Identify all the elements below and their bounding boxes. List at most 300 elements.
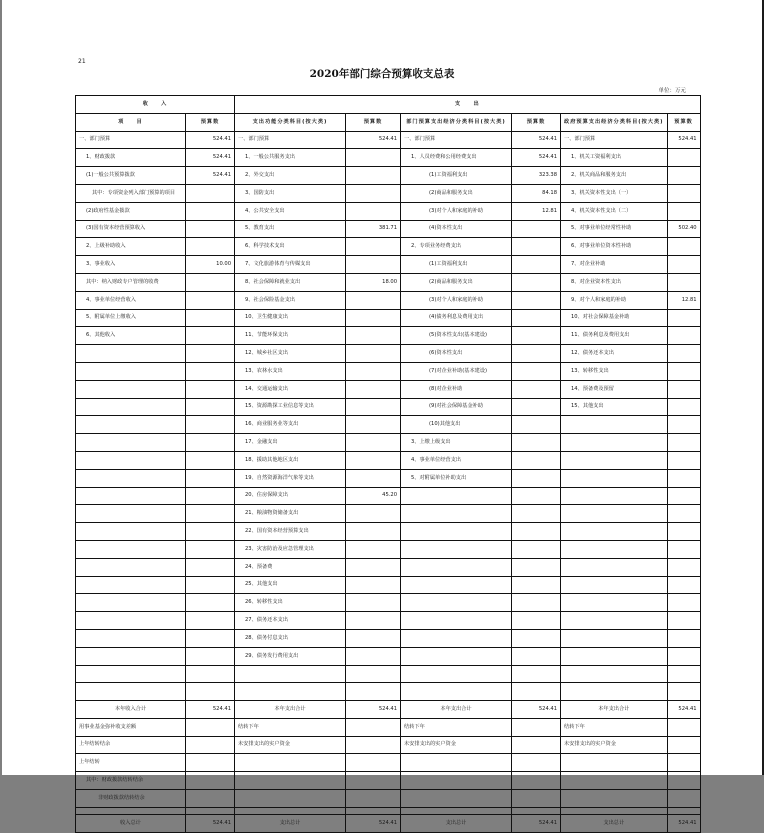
item-cell: 11、节能环保支出	[235, 327, 346, 345]
item-cell: 19、自然资源海洋气象等支出	[235, 469, 346, 487]
amount-cell: 524.41	[667, 131, 700, 149]
amount-cell	[667, 523, 700, 541]
total-label-cell: 支出总计	[235, 814, 346, 832]
table-row	[76, 523, 701, 541]
amount-cell	[186, 184, 235, 202]
table-spacer-row	[76, 683, 701, 701]
table-row	[76, 167, 701, 185]
summary-label-cell: 上年结转结余	[76, 736, 186, 754]
amount-cell: 524.41	[512, 701, 561, 719]
item-cell: 21、粮油物资储备支出	[235, 505, 346, 523]
item-cell	[561, 665, 668, 683]
amount-cell	[667, 790, 700, 808]
item-cell: (2)商品和服务支出	[401, 273, 512, 291]
empty-cell	[401, 807, 512, 814]
table-row	[76, 540, 701, 558]
summary-row	[76, 772, 701, 790]
amount-cell	[512, 790, 561, 808]
empty-cell	[512, 807, 561, 814]
amount-cell	[346, 291, 401, 309]
amount-cell	[346, 594, 401, 612]
amount-cell	[512, 291, 561, 309]
empty-cell	[235, 683, 346, 701]
amount-cell	[186, 291, 235, 309]
total-amount-cell: 524.41	[512, 814, 561, 832]
summary-row	[76, 754, 701, 772]
amount-cell	[667, 345, 700, 363]
amount-cell	[667, 362, 700, 380]
item-cell: 一、部门预算	[401, 131, 512, 149]
amount-cell	[667, 665, 700, 683]
amount-cell	[512, 718, 561, 736]
item-cell: 其中：专项资金列入部门预算的项目	[76, 184, 186, 202]
item-cell	[561, 612, 668, 630]
table-row	[76, 256, 701, 274]
item-cell: 8、对企业资本性支出	[561, 273, 668, 291]
amount-cell	[186, 220, 235, 238]
table-row	[76, 149, 701, 167]
amount-cell	[667, 238, 700, 256]
amount-cell	[346, 309, 401, 327]
item-cell	[76, 362, 186, 380]
table-row	[76, 416, 701, 434]
amount-cell	[346, 736, 401, 754]
item-cell: 9、社会保险基金支出	[235, 291, 346, 309]
table-row	[76, 309, 701, 327]
summary-label-cell: 非财政拨款结转结余	[76, 790, 186, 808]
summary-label-cell: 上年结转	[76, 754, 186, 772]
amount-cell	[186, 345, 235, 363]
item-cell	[561, 647, 668, 665]
amount-cell	[667, 612, 700, 630]
amount-cell	[346, 505, 401, 523]
budget-table	[75, 95, 701, 833]
summary-label-cell	[235, 772, 346, 790]
amount-cell	[346, 754, 401, 772]
item-cell	[76, 558, 186, 576]
amount-cell	[346, 451, 401, 469]
amount-cell	[346, 558, 401, 576]
amount-cell	[186, 451, 235, 469]
document-page	[2, 0, 762, 826]
item-cell: (10)其他支出	[401, 416, 512, 434]
item-cell: 5、附属单位上缴收入	[76, 309, 186, 327]
amount-cell	[346, 380, 401, 398]
amount-cell	[186, 487, 235, 505]
summary-label-cell	[401, 790, 512, 808]
item-cell: 一、部门预算	[561, 131, 668, 149]
item-cell: 7、对企业补助	[561, 256, 668, 274]
summary-label-cell	[401, 772, 512, 790]
table-row	[76, 184, 701, 202]
table-row	[76, 345, 701, 363]
item-cell	[561, 523, 668, 541]
amount-cell	[186, 754, 235, 772]
item-cell: 3、事业收入	[76, 256, 186, 274]
item-cell: 27、债务还本支出	[235, 612, 346, 630]
item-cell: (1)一般公共预算拨款	[76, 167, 186, 185]
table-row	[76, 451, 701, 469]
item-cell	[76, 576, 186, 594]
item-cell	[76, 451, 186, 469]
table-row	[76, 629, 701, 647]
amount-cell: 12.81	[667, 291, 700, 309]
empty-cell	[667, 683, 700, 701]
item-cell	[401, 523, 512, 541]
header-budget: 预算数	[186, 113, 235, 131]
amount-cell	[346, 612, 401, 630]
amount-cell	[512, 647, 561, 665]
amount-cell	[667, 167, 700, 185]
item-cell	[561, 451, 668, 469]
amount-cell	[667, 487, 700, 505]
item-cell	[76, 398, 186, 416]
empty-cell	[76, 807, 186, 814]
summary-label-cell: 未安排支出的实户资金	[401, 736, 512, 754]
item-cell: 17、金融支出	[235, 434, 346, 452]
table-row	[76, 380, 701, 398]
header-item: 项 目	[76, 113, 186, 131]
amount-cell	[512, 469, 561, 487]
amount-cell	[186, 576, 235, 594]
amount-cell: 524.41	[667, 701, 700, 719]
summary-label-cell: 本年收入合计	[76, 701, 186, 719]
amount-cell	[346, 238, 401, 256]
amount-cell: 524.41	[346, 701, 401, 719]
amount-cell	[346, 523, 401, 541]
item-cell: 7、文化旅游体育与传媒支出	[235, 256, 346, 274]
item-cell	[401, 647, 512, 665]
amount-cell	[667, 416, 700, 434]
item-cell: 13、转移性支出	[561, 362, 668, 380]
amount-cell	[346, 665, 401, 683]
summary-label-cell	[401, 754, 512, 772]
amount-cell	[346, 362, 401, 380]
amount-cell: 524.41	[346, 131, 401, 149]
item-cell: 11、债务利息及费用支出	[561, 327, 668, 345]
amount-cell	[512, 487, 561, 505]
amount-cell	[512, 594, 561, 612]
amount-cell: 502.40	[667, 220, 700, 238]
item-cell	[76, 647, 186, 665]
empty-cell	[512, 683, 561, 701]
table-row	[76, 576, 701, 594]
amount-cell	[512, 754, 561, 772]
amount-cell	[346, 416, 401, 434]
total-label-cell: 支出总计	[401, 814, 512, 832]
item-cell: 14、预备费及预留	[561, 380, 668, 398]
item-cell: (3)对个人和家庭的补助	[401, 202, 512, 220]
table-row	[76, 594, 701, 612]
amount-cell	[186, 665, 235, 683]
item-cell: 20、住房保障支出	[235, 487, 346, 505]
amount-cell	[186, 362, 235, 380]
amount-cell	[346, 647, 401, 665]
table-row	[76, 505, 701, 523]
summary-row	[76, 736, 701, 754]
amount-cell	[512, 558, 561, 576]
empty-cell	[76, 683, 186, 701]
amount-cell	[667, 647, 700, 665]
item-cell	[76, 469, 186, 487]
summary-label-cell: 本年支出合计	[401, 701, 512, 719]
item-cell: 5、教育支出	[235, 220, 346, 238]
amount-cell	[346, 718, 401, 736]
item-cell	[76, 594, 186, 612]
item-cell	[76, 487, 186, 505]
item-cell: (1)工资福利支出	[401, 256, 512, 274]
item-cell	[76, 612, 186, 630]
summary-label-cell: 未安排支出的实户资金	[561, 736, 668, 754]
amount-cell	[667, 149, 700, 167]
item-cell	[401, 665, 512, 683]
item-cell: 28、债务付息支出	[235, 629, 346, 647]
summary-label-cell	[235, 790, 346, 808]
item-cell: (3)国有资本经营预算收入	[76, 220, 186, 238]
item-cell: 6、科学技术支出	[235, 238, 346, 256]
item-cell: (6)资本性支出	[401, 345, 512, 363]
amount-cell	[512, 665, 561, 683]
empty-cell	[401, 683, 512, 701]
item-cell	[401, 487, 512, 505]
item-cell	[76, 629, 186, 647]
item-cell: 24、预备费	[235, 558, 346, 576]
item-cell	[561, 434, 668, 452]
table-row	[76, 558, 701, 576]
amount-cell	[512, 629, 561, 647]
item-cell	[561, 487, 668, 505]
table-header-row-1	[76, 96, 701, 114]
unit-label: 单位：万元	[658, 88, 686, 94]
amount-cell	[186, 309, 235, 327]
amount-cell	[512, 736, 561, 754]
amount-cell	[186, 273, 235, 291]
item-cell: 8、社会保障和就业支出	[235, 273, 346, 291]
empty-cell	[186, 683, 235, 701]
summary-label-cell	[561, 790, 668, 808]
item-cell: 4、机关资本性支出（二）	[561, 202, 668, 220]
summary-row	[76, 701, 701, 719]
amount-cell	[512, 273, 561, 291]
expense-header: 支 出	[235, 96, 701, 114]
table-row	[76, 202, 701, 220]
amount-cell	[667, 558, 700, 576]
amount-cell: 18.00	[346, 273, 401, 291]
item-cell: (9)对社会保障基金补助	[401, 398, 512, 416]
amount-cell	[346, 540, 401, 558]
amount-cell	[512, 540, 561, 558]
item-cell	[235, 665, 346, 683]
amount-cell	[186, 327, 235, 345]
item-cell: 4、公共安全支出	[235, 202, 346, 220]
amount-cell	[667, 398, 700, 416]
amount-cell	[346, 434, 401, 452]
item-cell: (3)对个人和家庭的补助	[401, 291, 512, 309]
item-cell	[561, 505, 668, 523]
amount-cell	[667, 434, 700, 452]
summary-label-cell: 结转下年	[401, 718, 512, 736]
item-cell	[401, 576, 512, 594]
item-cell	[401, 594, 512, 612]
table-row	[76, 434, 701, 452]
document-title: 2020年部门综合预算收支总表	[309, 68, 455, 80]
amount-cell	[667, 202, 700, 220]
item-cell: 25、其他支出	[235, 576, 346, 594]
total-label-cell: 收入总计	[76, 814, 186, 832]
item-cell: 其中：纳入财政专户管理的收费	[76, 273, 186, 291]
amount-cell	[667, 576, 700, 594]
amount-cell	[512, 362, 561, 380]
table-header-row-2	[76, 113, 701, 131]
table-row	[76, 291, 701, 309]
amount-cell	[512, 256, 561, 274]
amount-cell	[667, 451, 700, 469]
item-cell	[401, 505, 512, 523]
item-cell: 2、专项业务经费支出	[401, 238, 512, 256]
item-cell	[76, 665, 186, 683]
empty-cell	[186, 807, 235, 814]
amount-cell	[667, 327, 700, 345]
amount-cell	[186, 398, 235, 416]
item-cell: 12、债务还本支出	[561, 345, 668, 363]
item-cell: (5)资本性支出(基本建设)	[401, 327, 512, 345]
amount-cell: 524.41	[186, 167, 235, 185]
amount-cell	[512, 327, 561, 345]
empty-cell	[235, 807, 346, 814]
item-cell: 5、对附属单位补助支出	[401, 469, 512, 487]
table-row	[76, 469, 701, 487]
empty-cell	[346, 807, 401, 814]
item-cell: 15、其他支出	[561, 398, 668, 416]
item-cell: 29、债务发行费用支出	[235, 647, 346, 665]
total-row	[76, 814, 701, 832]
amount-cell	[346, 327, 401, 345]
item-cell: 2、上级补助收入	[76, 238, 186, 256]
amount-cell	[186, 540, 235, 558]
item-cell: 10、卫生健康支出	[235, 309, 346, 327]
empty-cell	[561, 807, 668, 814]
amount-cell	[512, 380, 561, 398]
table-row	[76, 398, 701, 416]
item-cell	[76, 523, 186, 541]
summary-label-cell: 未安排支出的实户资金	[235, 736, 346, 754]
item-cell: (4)债务利息及费用支出	[401, 309, 512, 327]
amount-cell	[346, 167, 401, 185]
item-cell: 22、国有资本经营预算支出	[235, 523, 346, 541]
amount-cell: 524.41	[186, 131, 235, 149]
amount-cell	[667, 256, 700, 274]
amount-cell	[512, 451, 561, 469]
amount-cell	[512, 416, 561, 434]
summary-label-cell: 本年支出合计	[561, 701, 668, 719]
amount-cell	[667, 754, 700, 772]
table-row	[76, 131, 701, 149]
amount-cell	[667, 594, 700, 612]
amount-cell	[667, 380, 700, 398]
table-row	[76, 665, 701, 683]
item-cell: 2、机关商品和服务支出	[561, 167, 668, 185]
empty-cell	[346, 683, 401, 701]
total-label-cell: 支出总计	[561, 814, 668, 832]
item-cell: 3、上缴上级支出	[401, 434, 512, 452]
amount-cell	[186, 629, 235, 647]
table-row	[76, 273, 701, 291]
table-row	[76, 487, 701, 505]
amount-cell	[667, 772, 700, 790]
amount-cell	[512, 345, 561, 363]
amount-cell	[346, 772, 401, 790]
amount-cell	[346, 629, 401, 647]
item-cell: 10、对社会保障基金补助	[561, 309, 668, 327]
item-cell: 1、人员经费和公用经费支出	[401, 149, 512, 167]
item-cell: 18、援助其他地区支出	[235, 451, 346, 469]
item-cell	[561, 594, 668, 612]
summary-label-cell	[561, 772, 668, 790]
amount-cell	[186, 202, 235, 220]
item-cell: 23、灾害防治及应急管理支出	[235, 540, 346, 558]
amount-cell: 45.20	[346, 487, 401, 505]
amount-cell	[186, 594, 235, 612]
header-budget: 预算数	[346, 113, 401, 131]
item-cell	[76, 505, 186, 523]
item-cell: (8)对企业补助	[401, 380, 512, 398]
amount-cell	[186, 558, 235, 576]
amount-cell	[667, 540, 700, 558]
header-function-class: 支出功能分类科目(按大类)	[235, 113, 346, 131]
amount-cell	[512, 576, 561, 594]
total-amount-cell: 524.41	[186, 814, 235, 832]
amount-cell	[346, 576, 401, 594]
total-amount-cell: 524.41	[667, 814, 700, 832]
amount-cell	[186, 380, 235, 398]
item-cell	[401, 558, 512, 576]
item-cell: (2)商品和服务支出	[401, 184, 512, 202]
page-number: 21	[78, 58, 86, 65]
amount-cell: 524.41	[186, 149, 235, 167]
item-cell: (1)工资福利支出	[401, 167, 512, 185]
item-cell	[76, 380, 186, 398]
header-budget: 预算数	[667, 113, 700, 131]
item-cell: (4)资本性支出	[401, 220, 512, 238]
item-cell: (7)对企业补助(基本建设)	[401, 362, 512, 380]
amount-cell	[667, 629, 700, 647]
amount-cell	[346, 184, 401, 202]
item-cell: 1、一般公共服务支出	[235, 149, 346, 167]
amount-cell	[186, 736, 235, 754]
item-cell	[561, 629, 668, 647]
item-cell: 6、对事业单位资本性补助	[561, 238, 668, 256]
table-row	[76, 220, 701, 238]
amount-cell	[186, 523, 235, 541]
item-cell	[76, 345, 186, 363]
amount-cell: 10.00	[186, 256, 235, 274]
item-cell	[76, 416, 186, 434]
empty-cell	[561, 683, 668, 701]
amount-cell	[512, 398, 561, 416]
amount-cell	[512, 309, 561, 327]
amount-cell	[512, 612, 561, 630]
table-spacer-row	[76, 807, 701, 814]
item-cell: 26、转移性支出	[235, 594, 346, 612]
item-cell	[561, 576, 668, 594]
amount-cell	[186, 718, 235, 736]
amount-cell	[512, 434, 561, 452]
item-cell: 9、对个人和家庭的补助	[561, 291, 668, 309]
summary-label-cell: 其中：财政拨款结转结余	[76, 772, 186, 790]
amount-cell: 381.71	[346, 220, 401, 238]
summary-label-cell: 结转下年	[235, 718, 346, 736]
item-cell: 1、机关工资福利支出	[561, 149, 668, 167]
